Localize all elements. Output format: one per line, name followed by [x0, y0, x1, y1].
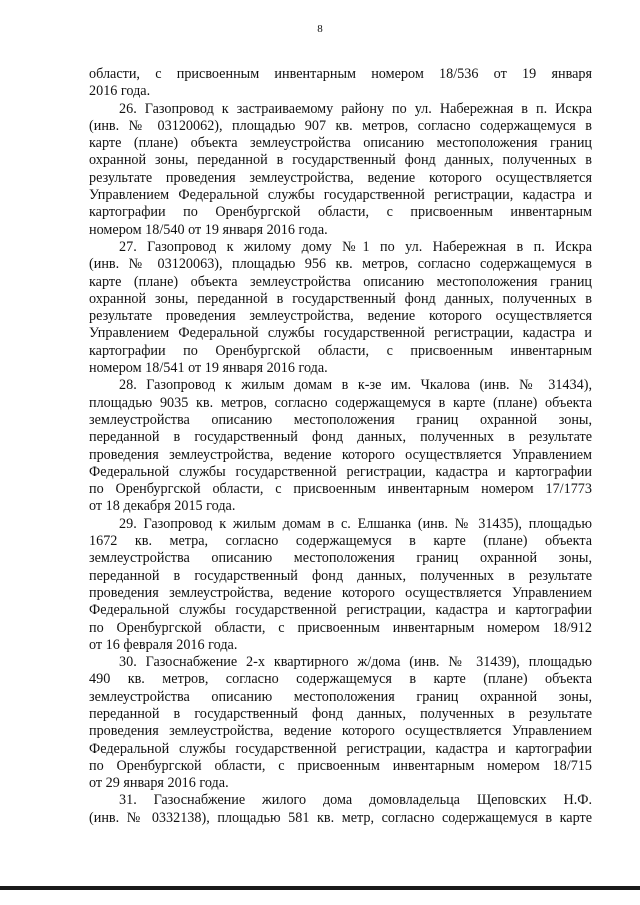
text-line: области, с присвоенным инвентарным номером 18/536 от 19 января: [89, 66, 592, 82]
paragraph-p27: [89, 239, 592, 377]
text-line: картографии по Оренбургской области, с присвоенным инвентарным: [89, 204, 592, 221]
text-line: проведения землеустройства, ведение которого осуществляется Управлением: [89, 723, 592, 740]
text-line: Управлением Федеральной службы государственной регистрации, кадастра и: [89, 325, 592, 342]
text-line: Федеральной службы государственной регистрации, кадастра и картографии: [89, 740, 592, 757]
text-line: от 18 декабря 2015 года.: [89, 498, 236, 515]
text-line: по Оренбургской области, с присвоенным инвентарным номером 18/912: [89, 619, 592, 636]
text-line: землеустройства описанию местоположения границ охранной зоны,: [89, 550, 592, 567]
text-line: 1672 кв. метра, согласно содержащемуся в карте (плане) объекта: [89, 533, 592, 550]
text-line: переданной в государственный фонд данных, полученных в результате: [89, 567, 592, 584]
text-line: землеустройства описанию местоположения границ охранной зоны,: [89, 688, 592, 705]
text-line: (инв. № 03120062), площадью 907 кв. метров, согласно содержащемуся в: [89, 117, 592, 134]
text-line: 490 кв. метров, согласно содержащемуся в карте (плане) объекта: [89, 671, 592, 688]
text-line: переданной в государственный фонд данных, полученных в результате: [89, 429, 592, 446]
paragraph-p29: [89, 516, 592, 654]
text-line: Федеральной службы государственной регистрации, кадастра и картографии: [89, 463, 592, 480]
paragraph-p30: [89, 654, 592, 792]
text-line: Управлением Федеральной службы государственной регистрации, кадастра и: [89, 187, 592, 204]
text-line: площадью 9035 кв. метров, согласно содержащемуся в карте (плане) объекта: [89, 394, 592, 411]
text-line: картографии по Оренбургской области, с присвоенным инвентарным: [89, 342, 592, 359]
text-line: номером 18/540 от 19 января 2016 года.: [89, 221, 328, 238]
text-line: переданной в государственный фонд данных, полученных в результате: [89, 705, 592, 722]
text-line: 30. Газоснабжение 2-х квартирного ж/дома (инв. № 31439), площадью: [119, 654, 592, 671]
text-line: 27. Газопровод к жилому дому №1 по ул. Набережная в п. Искра: [119, 238, 592, 255]
text-line: охранной зоны, переданной в государственный фонд данных, полученных в: [89, 152, 592, 169]
text-line: землеустройства описанию местоположения границ охранной зоны,: [89, 411, 592, 428]
text-line: по Оренбургской области, с присвоенным инвентарным номером 18/715: [89, 757, 592, 774]
text-line: номером 18/541 от 19 января 2016 года.: [89, 360, 328, 377]
text-line: (инв. № 03120063), площадью 956 кв. метров, согласно содержащемуся в: [89, 256, 592, 273]
text-line: от 16 февраля 2016 года.: [89, 636, 238, 653]
text-line: по Оренбургской области, с присвоенным инвентарным номером 17/1773: [89, 481, 592, 498]
text-line: карте (плане) объекта землеустройства описанию местоположения границ: [89, 273, 592, 290]
page-number: 8: [317, 23, 323, 35]
text-line: проведения землеустройства, ведение которого осуществляется Управлением: [89, 584, 592, 601]
text-line: 31. Газоснабжение жилого дома домовладельца Щеповских Н.Ф.: [119, 792, 592, 809]
text-line: Федеральной службы государственной регистрации, кадастра и картографии: [89, 602, 592, 619]
paragraph-p31: [89, 792, 592, 827]
page-bottom-rule: [0, 886, 640, 890]
text-line: карте (плане) объекта землеустройства описанию местоположения границ: [89, 135, 592, 152]
text-line: от 29 января 2016 года.: [89, 775, 229, 792]
text-line: результате проведения землеустройства, ведение которого осуществляется: [89, 169, 592, 186]
paragraph-p26: [89, 101, 592, 239]
text-line: 2016 года.: [89, 83, 151, 100]
paragraph-cont: [89, 66, 592, 101]
text-line: охранной зоны, переданной в государственный фонд данных, полученных в: [89, 290, 592, 307]
text-line: 28. Газопровод к жилым домам в к-зе им. Чкалова (инв. № 31434),: [119, 377, 592, 394]
document-body: [89, 66, 592, 827]
text-line: 29. Газопровод к жилым домам в с. Елшанка (инв. № 31435), площадью: [119, 515, 592, 532]
text-line: проведения землеустройства, ведение которого осуществляется Управлением: [89, 446, 592, 463]
paragraph-p28: [89, 377, 592, 515]
text-line: результате проведения землеустройства, ведение которого осуществляется: [89, 308, 592, 325]
text-line: (инв. № 0332138), площадью 581 кв. метр, согласно содержащемуся в карте: [89, 809, 592, 826]
text-line: 26. Газопровод к застраиваемому району по ул. Набережная в п. Искра: [119, 100, 592, 117]
